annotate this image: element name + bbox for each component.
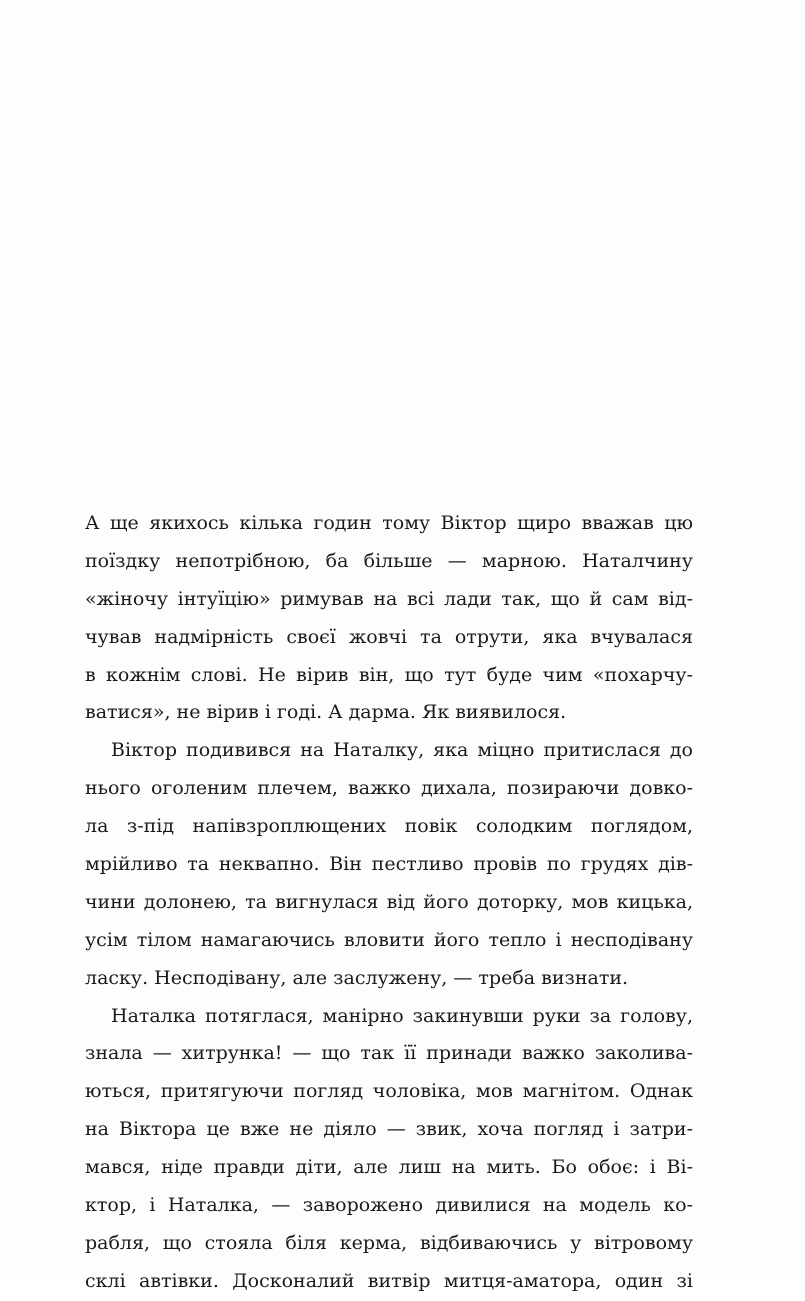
text-line: ватися», не вірив і годі. А дарма. Як виявилося. xyxy=(85,701,567,724)
text-line: усім тілом намагаючись вловити його тепло і несподівану xyxy=(85,928,693,951)
text-line: знала — хитрунка! — що так її принади важко заколива- xyxy=(85,1042,693,1065)
text-line: рабля, що стояла біля керма, відбиваючись у вітровому xyxy=(85,1231,693,1254)
text-line: склі автівки. Досконалий витвір митця-аматора, один зі xyxy=(85,1269,693,1292)
text-line: ктор, і Наталка, — заворожено дивилися на модель ко- xyxy=(85,1194,693,1217)
text-line: чини долонею, та вигнулася від його доторку, мов кицька, xyxy=(85,890,693,913)
text-line: ласку. Несподівану, але заслужену, — треба визнати. xyxy=(85,966,629,989)
body-text xyxy=(85,505,693,1301)
text-line: мрійливо та неквапно. Він пестливо провів по грудях дів- xyxy=(85,853,693,876)
text-line: нього оголеним плечем, важко дихала, позираючи довко- xyxy=(85,777,693,800)
text-line: в кожнім слові. Не вірив він, що тут буде чим «похарчу- xyxy=(85,663,693,686)
text-line: «жіночу інтуїцію» римував на всі лади так, що й сам від- xyxy=(85,587,693,610)
text-line: Віктор подивився на Наталку, яка міцно притислася до xyxy=(111,739,693,762)
text-line: поїздку непотрібною, ба більше — марною. Наталчину xyxy=(85,549,693,572)
text-line: ла з-під напівзроплющених повік солодким поглядом, xyxy=(85,815,693,838)
text-line: чував надмірність своєї жовчі та отрути, яка вчувалася xyxy=(85,625,693,648)
text-line: ються, притягуючи погляд чоловіка, мов магнітом. Однак xyxy=(85,1080,693,1103)
text-line: Наталка потяглася, манірно закинувши руки за голову, xyxy=(111,1004,693,1027)
text-line: на Віктора це вже не діяло — звик, хоча погляд і затри- xyxy=(85,1118,693,1141)
text-line: А ще якихось кілька годин тому Віктор щиро вважав цю xyxy=(85,512,693,534)
text-line: мався, ніде правди діти, але лиш на мить. Бо обоє: і Ві- xyxy=(85,1156,693,1179)
paragraph-2 xyxy=(85,732,693,997)
paragraph-3 xyxy=(85,998,693,1301)
paragraph-1 xyxy=(85,505,693,732)
